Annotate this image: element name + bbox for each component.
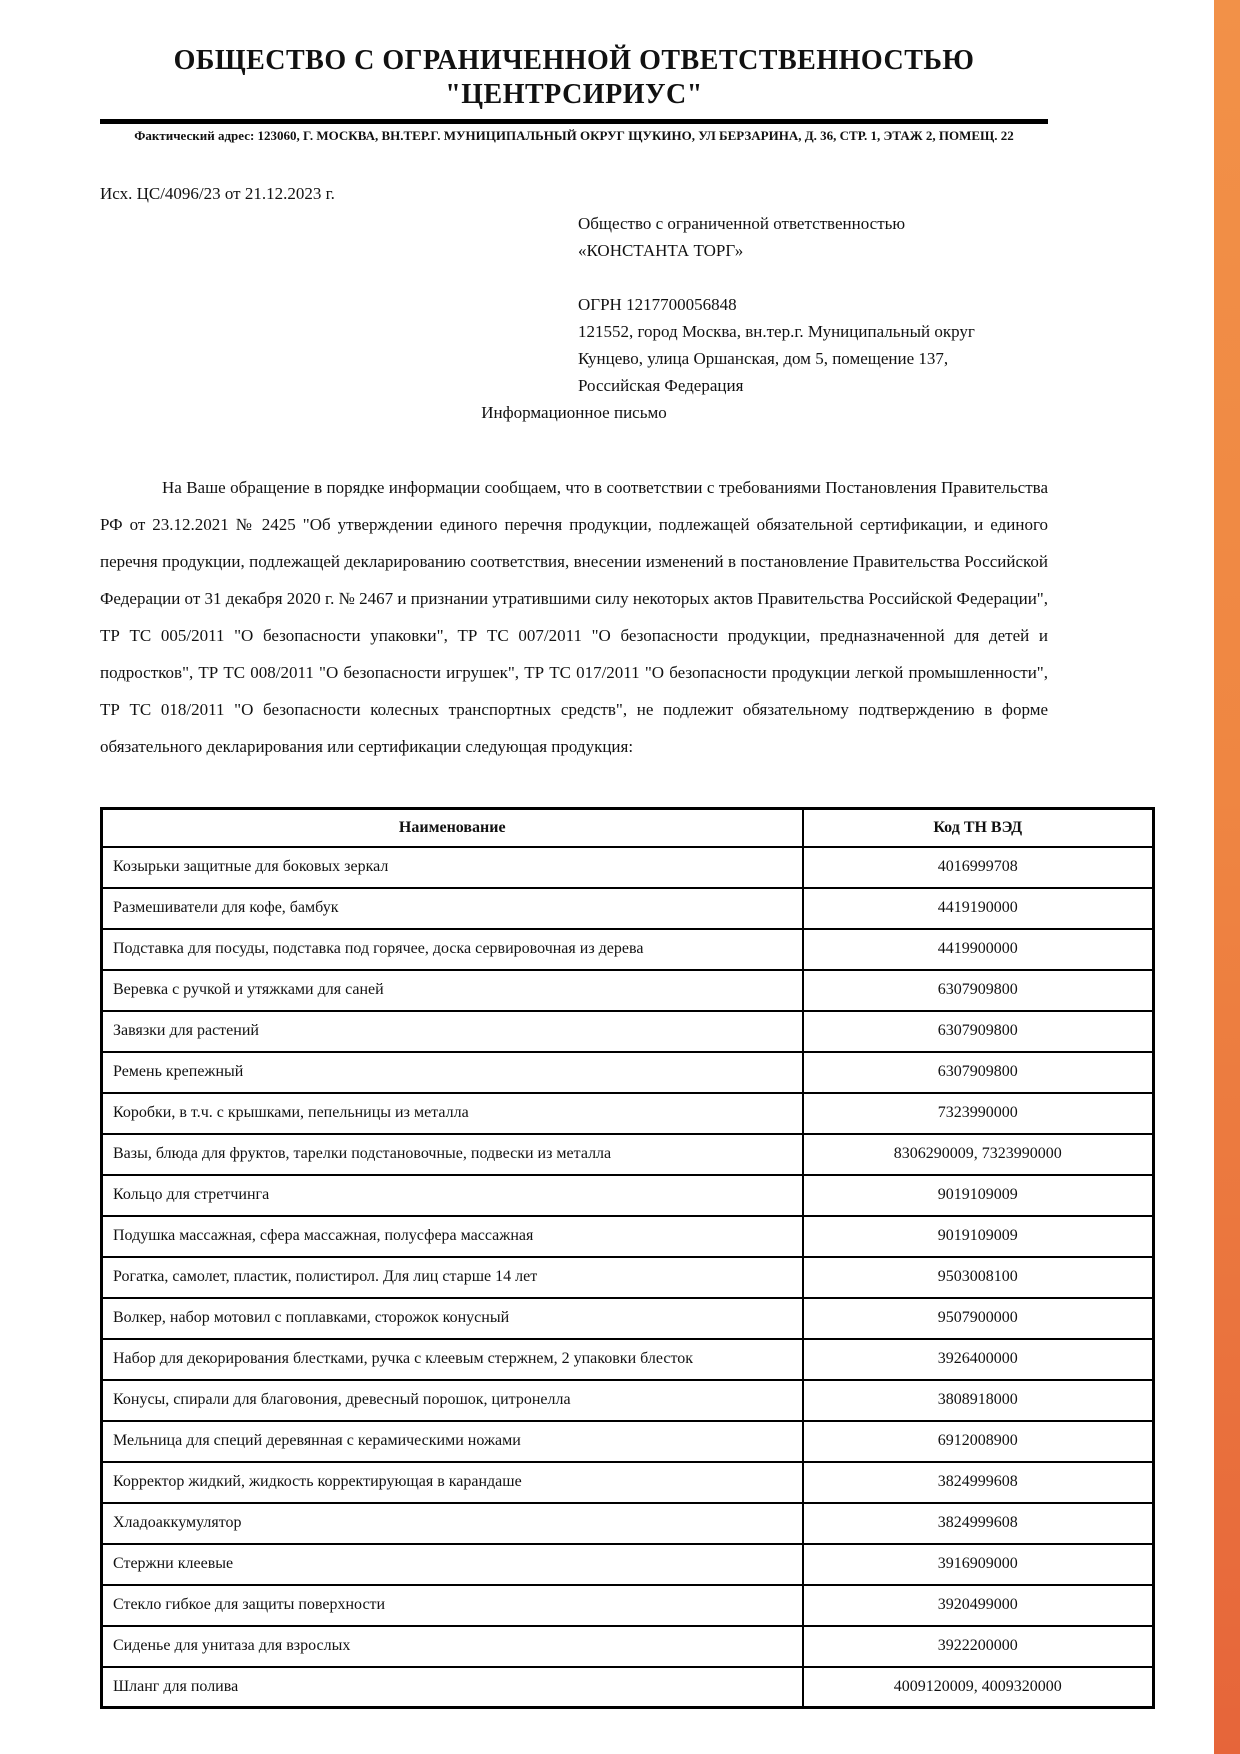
product-code-cell: 6307909800: [803, 970, 1154, 1011]
organization-title-line1: ОБЩЕСТВО С ОГРАНИЧЕННОЙ ОТВЕТСТВЕННОСТЬЮ: [173, 45, 975, 76]
product-name-cell: Веревка с ручкой и утяжками для саней: [102, 970, 803, 1011]
recipient-address-line3: Российская Федерация: [578, 376, 744, 395]
product-name-cell: Хладоаккумулятор: [102, 1503, 803, 1544]
product-name-cell: Корректор жидкий, жидкость корректирующая в карандаше: [102, 1462, 803, 1503]
table-row: [102, 1257, 1154, 1298]
product-code-cell: 3922200000: [803, 1626, 1154, 1667]
product-code-cell: 8306290009, 7323990000: [803, 1134, 1154, 1175]
table-row: [102, 929, 1154, 970]
product-name-cell: Коробки, в т.ч. с крышками, пепельницы из металла: [102, 1093, 803, 1134]
product-code-cell: 3926400000: [803, 1339, 1154, 1380]
letterhead-divider: [100, 119, 1048, 124]
table-row: [102, 888, 1154, 929]
product-name-cell: Набор для декорирования блестками, ручка с клеевым стержнем, 2 упаковки блесток: [102, 1339, 803, 1380]
product-name-cell: Конусы, спирали для благовония, древесный порошок, цитронелла: [102, 1380, 803, 1421]
product-name-cell: Подушка массажная, сфера массажная, полусфера массажная: [102, 1216, 803, 1257]
product-name-cell: Козырьки защитные для боковых зеркал: [102, 847, 803, 888]
product-name-cell: Шланг для полива: [102, 1667, 803, 1708]
product-code-cell: 3824999608: [803, 1503, 1154, 1544]
product-name-cell: Размешиватели для кофе, бамбук: [102, 888, 803, 929]
product-name-cell: Стержни клеевые: [102, 1544, 803, 1585]
table-row: [102, 1462, 1154, 1503]
product-code-cell: 6307909800: [803, 1052, 1154, 1093]
product-name-cell: Сиденье для унитаза для взрослых: [102, 1626, 803, 1667]
product-name-cell: Стекло гибкое для защиты поверхности: [102, 1585, 803, 1626]
product-name-cell: Ремень крепежный: [102, 1052, 803, 1093]
product-code-cell: 9507900000: [803, 1298, 1154, 1339]
product-code-cell: 4419190000: [803, 888, 1154, 929]
product-code-cell: 3916909000: [803, 1544, 1154, 1585]
product-name-cell: Рогатка, самолет, пластик, полистирол. Для лиц старше 14 лет: [102, 1257, 803, 1298]
product-code-cell: 4016999708: [803, 847, 1154, 888]
product-name-cell: Мельница для специй деревянная с керамическими ножами: [102, 1421, 803, 1462]
organization-title-line2: "ЦЕНТРСИРИУС": [445, 79, 703, 110]
table-row: [102, 1667, 1154, 1708]
product-code-cell: 4009120009, 4009320000: [803, 1667, 1154, 1708]
product-code-cell: 7323990000: [803, 1093, 1154, 1134]
product-code-cell: 9019109009: [803, 1175, 1154, 1216]
product-name-cell: Вазы, блюда для фруктов, тарелки подстановочные, подвески из металла: [102, 1134, 803, 1175]
product-table: [100, 807, 1155, 1709]
right-accent-bar: [1214, 0, 1240, 1754]
table-row: [102, 1339, 1154, 1380]
recipient-ogrn: ОГРН 1217700056848: [578, 295, 737, 314]
letter-subject: Информационное письмо: [481, 403, 667, 422]
recipient-org-line2: «КОНСТАНТА ТОРГ»: [578, 241, 744, 260]
product-code-cell: 6307909800: [803, 1011, 1154, 1052]
product-code-cell: 9503008100: [803, 1257, 1154, 1298]
table-row: [102, 1503, 1154, 1544]
table-row: [102, 970, 1154, 1011]
header-row: [102, 809, 1154, 847]
organization-address: Фактический адрес: 123060, Г. МОСКВА, ВН.ТЕР.Г. МУНИЦИПАЛЬНЫЙ ОКРУГ ЩУКИНО, УЛ БЕРЗАРИНА, Д. 36, СТР. 1, ЭТАЖ 2, ПОМЕЩ. 22: [134, 128, 1014, 143]
column-header-name: Наименование: [102, 809, 803, 847]
product-name-cell: Подставка для посуды, подставка под горячее, доска сервировочная из дерева: [102, 929, 803, 970]
table-row: [102, 1626, 1154, 1667]
letter-body: На Ваше обращение в порядке информации сообщаем, что в соответствии с требованиями Постановления Правительства РФ от 23.12.2021 № 2425 "Об утверждении единого перечня продукции, подлежащей обязательной сертификации, и единого перечня продукции, подлежащей декларированию соответствия, внесении изменений в постановление Правительства Российской Федерации от 31 декабря 2020 г. № 2467 и признании утратившими силу некоторых актов Правительства Российской Федерации", ТР ТС 005/2011 "О безопасности упаковки", ТР ТС 007/2011 "О безопасности продукции, предназначенной для детей и подростков", ТР ТС 008/2011 "О безопасности игрушек", ТР ТС 017/2011 "О безопасности продукции легкой промышленности", ТР ТС 018/2011 "О безопасности колесных транспортных средств", не подлежит обязательному подтверждению в форме обязательного декларирования или сертификации следующая продукция:: [100, 478, 1048, 756]
product-code-cell: 3824999608: [803, 1462, 1154, 1503]
organization-title: [100, 44, 1048, 112]
table-row: [102, 847, 1154, 888]
letter-meta: [100, 184, 1048, 399]
product-name-cell: Волкер, набор мотовил с поплавками, сторожок конусный: [102, 1298, 803, 1339]
recipient-gap: [578, 264, 1048, 291]
product-code-cell: 6912008900: [803, 1421, 1154, 1462]
table-row: [102, 1011, 1154, 1052]
table-row: [102, 1052, 1154, 1093]
recipient-address-line2: Кунцево, улица Оршанская, дом 5, помещение 137,: [578, 349, 949, 368]
table-row: [102, 1585, 1154, 1626]
table-row: [102, 1134, 1154, 1175]
table-row: [102, 1380, 1154, 1421]
product-code-cell: 3808918000: [803, 1380, 1154, 1421]
recipient-address-line1: 121552, город Москва, вн.тер.г. Муниципальный округ: [578, 322, 975, 341]
table-row: [102, 1093, 1154, 1134]
table-row: [102, 1175, 1154, 1216]
product-table-body: [102, 847, 1154, 1708]
product-name-cell: Кольцо для стретчинга: [102, 1175, 803, 1216]
product-name-cell: Завязки для растений: [102, 1011, 803, 1052]
product-code-cell: 3920499000: [803, 1585, 1154, 1626]
letterhead: [100, 44, 1048, 144]
table-row: [102, 1544, 1154, 1585]
product-code-cell: 4419900000: [803, 929, 1154, 970]
table-row: [102, 1216, 1154, 1257]
product-code-cell: 9019109009: [803, 1216, 1154, 1257]
outgoing-reference: Исх. ЦС/4096/23 от 21.12.2023 г.: [100, 184, 335, 203]
column-header-code: Код ТН ВЭД: [803, 809, 1154, 847]
recipient-block: [578, 210, 1048, 399]
product-table-head: [102, 809, 1154, 847]
table-row: [102, 1421, 1154, 1462]
recipient-org-line1: Общество с ограниченной ответственностью: [578, 214, 906, 233]
table-row: [102, 1298, 1154, 1339]
